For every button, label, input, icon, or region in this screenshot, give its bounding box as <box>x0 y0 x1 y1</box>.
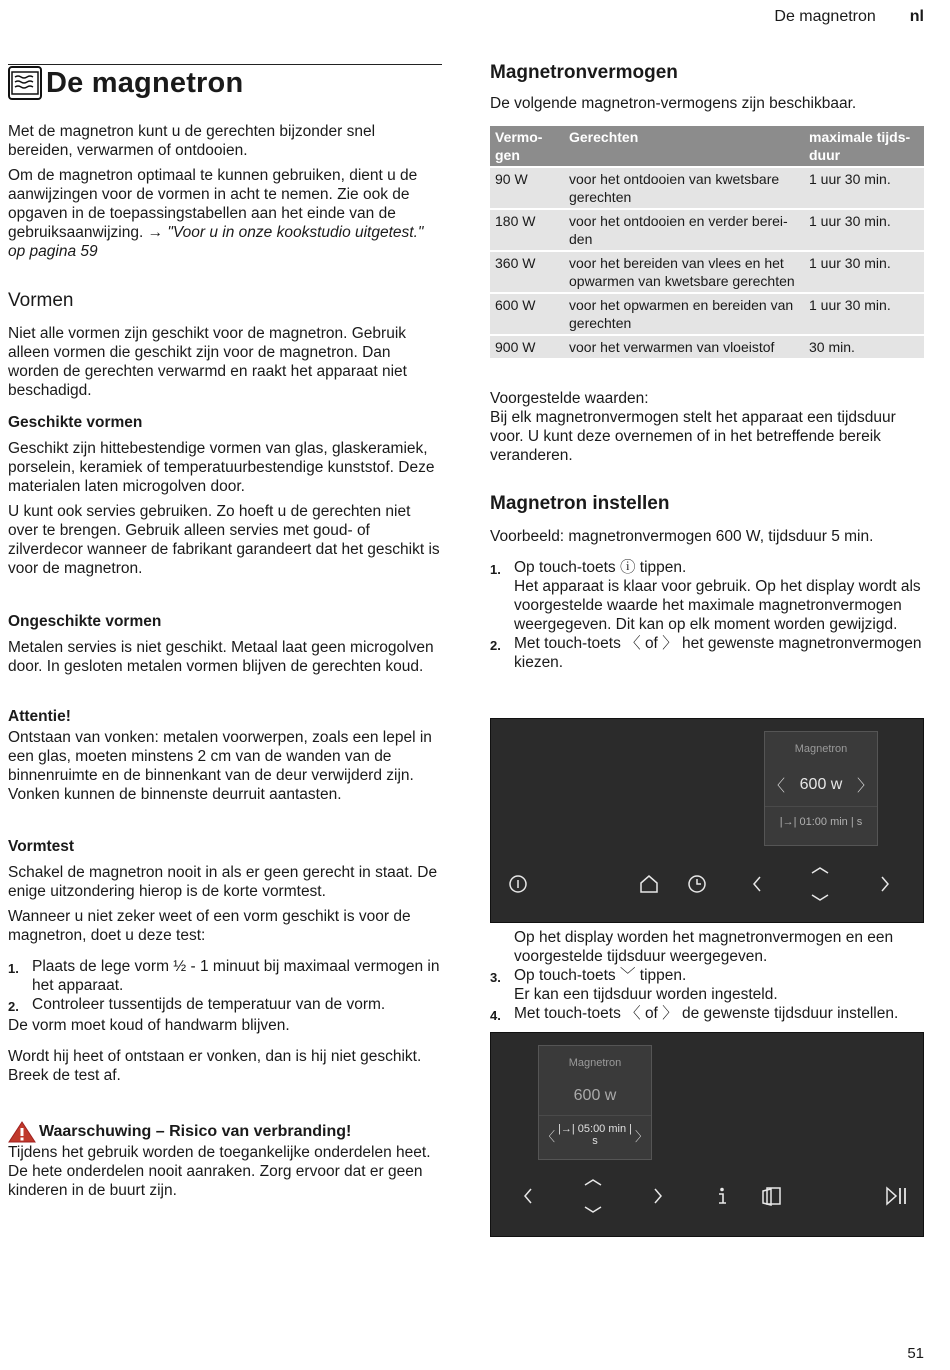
vormtest-steps <box>8 957 442 1016</box>
vermogen-section <box>490 62 926 113</box>
intro-paragraph-2-text: Om de magnetron optimaal te kunnen gebruiken, dient u de aanwijzingen voor de vormen in acht te nemen. Zie ook de opgaven in de toepassingstabellen aan het einde van de gebruiksaanwijzing. <box>8 167 418 241</box>
chevron-up-down-icon[interactable] <box>582 1177 604 1215</box>
instellen-steps-a <box>490 558 926 672</box>
control-panel-1 <box>490 718 924 923</box>
start-pause-icon[interactable] <box>885 1186 909 1206</box>
steps-result: De vorm moet koud of handwarm blijven. <box>8 1017 290 1034</box>
table-row <box>490 251 924 293</box>
cell-power: 600 W <box>490 293 564 335</box>
ongeschikt-section <box>8 613 442 676</box>
cell-duration: 1 uur 30 min. <box>804 167 924 209</box>
vormtest-paragraph-1: Schakel de magnetron nooit in als er geen gerecht in staat. De enige uitzondering hierop is de korte vormtest. <box>8 864 438 900</box>
ongeschikt-paragraph: Metalen servies is niet geschikt. Metaal laat geen microgolven door. In gesloten metalen vormen blijven de gerechten koud. <box>8 639 434 675</box>
page-title-block <box>8 66 243 100</box>
display-2 <box>538 1045 652 1160</box>
table-row <box>490 209 924 251</box>
cell-dishes: voor het opwarmen en bereiden van gerechten <box>564 293 804 335</box>
vormtest-paragraph-3: Wordt hij heet of ontstaan er vonken, dan is hij niet geschikt. <box>8 1048 422 1065</box>
power-value: 600 w <box>573 1087 617 1104</box>
vormtest-paragraph-2: Wanneer u niet zeker weet of een vorm geschikt is voor de magnetron, doet u deze test: <box>8 908 411 944</box>
vormen-heading: Vormen <box>8 290 74 311</box>
info-power-button-icon[interactable] <box>508 874 528 894</box>
door-icon[interactable] <box>761 1186 783 1206</box>
vermogen-heading: Magnetronvermogen <box>490 62 678 83</box>
intro-section <box>8 122 442 261</box>
instellen-heading: Magnetron instellen <box>490 493 670 514</box>
chevron-up-down-icon[interactable] <box>809 865 831 903</box>
warning-paragraph: Tijdens het gebruik worden de toegankelijke onderdelen heet. De hete onderdelen nooit aanraken. Zorg ervoor dat er geen kinderen in de buurt zijn. <box>8 1144 431 1199</box>
chevron-left-icon[interactable] <box>751 874 763 894</box>
cell-duration: 1 uur 30 min. <box>804 209 924 251</box>
header-section: De magnetron <box>774 8 876 25</box>
instellen-steps-b <box>490 928 926 1025</box>
list-item <box>8 957 442 995</box>
instellen-example: Voorbeeld: magnetronvermogen 600 W, tijdsduur 5 min. <box>490 528 874 545</box>
vormtest-paragraph-4: Breek de test af. <box>8 1067 121 1084</box>
intro-paragraph-1: Met de magnetron kunt u de gerechten bijzonder snel bereiden, verwarmen of ontdooien. <box>8 123 376 159</box>
vormen-section <box>8 290 442 400</box>
cell-power: 90 W <box>490 167 564 209</box>
suggested-paragraph: Bij elk magnetronvermogen stelt het apparaat een tijdsduur voor. U kunt deze overnemen of in het betreffende bereik veranderen. <box>490 409 896 464</box>
step-number: 4. <box>490 1008 501 1023</box>
display-title: Magnetron <box>794 743 848 755</box>
list-item <box>8 995 442 1016</box>
cell-duration: 1 uur 30 min. <box>804 293 924 335</box>
cell-duration: 1 uur 30 min. <box>804 251 924 293</box>
step-body <box>514 558 926 634</box>
list-item <box>490 966 926 1004</box>
vermogen-intro: De volgende magnetron-vermogens zijn beschikbaar. <box>490 95 857 112</box>
table-header-row <box>490 126 924 167</box>
step-number: 2. <box>490 638 501 653</box>
header-language: nl <box>909 8 924 25</box>
geschikt-heading: Geschikte vormen <box>8 414 143 431</box>
running-header <box>774 8 924 26</box>
list-item <box>490 558 926 634</box>
microwave-icon <box>8 66 42 100</box>
chevron-right-icon: 〉 <box>856 778 873 795</box>
page-title: De magnetron <box>46 66 244 99</box>
step-subtext: Het apparaat is klaar voor gebruik. Op het display wordt als voorgestelde waarde het maximale magnetronvermogen weergegeven. Dit kan op elk moment worden gewijzigd. <box>514 578 921 633</box>
cell-power: 180 W <box>490 209 564 251</box>
list-item <box>490 634 926 672</box>
step-text: Op touch-toets ﹀ tippen. <box>514 967 687 984</box>
step-number: 1. <box>8 961 19 976</box>
display-1 <box>764 731 878 846</box>
instellen-steps-list-b <box>490 966 926 1025</box>
page-number: 51 <box>907 1345 924 1362</box>
display-value-row <box>765 773 877 796</box>
column-header-power: Vermo- gen <box>490 126 564 167</box>
table-row <box>490 335 924 358</box>
chevron-left-icon: 〈 <box>769 778 786 795</box>
step-text: Plaats de lege vorm ½ - 1 minuut bij maximaal vermogen in het apparaat. <box>32 958 440 994</box>
display-title: Magnetron <box>568 1057 622 1069</box>
vormtest-section <box>8 838 442 1085</box>
vormen-paragraph: Niet alle vormen zijn geschikt voor de magnetron. Gebruik alleen vormen die geschikt zijn voor de magnetron. Dan worden de gerechten verwarmd en raakt het apparaat niet beschadigd. <box>8 325 407 399</box>
step-text: Controleer tussentijds de temperatuur van de vorm. <box>32 996 386 1013</box>
step-text: Op touch-toets ⓘ tippen. <box>514 559 687 576</box>
attentie-heading: Attentie! <box>8 708 71 725</box>
warning-triangle-icon <box>8 1121 36 1143</box>
power-value: 600 w <box>799 775 843 793</box>
after-panel-1-text: Op het display worden het magnetronvermogen en een voorgestelde tijdsduur weergegeven. <box>514 929 894 965</box>
step-number: 3. <box>490 970 501 985</box>
chevron-left-icon: 〈 <box>542 1128 556 1144</box>
cell-power: 360 W <box>490 251 564 293</box>
cell-dishes: voor het verwarmen van vloeistof <box>564 335 804 358</box>
step-number: 2. <box>8 999 19 1014</box>
step-subtext: Er kan een tijdsduur worden ingesteld. <box>514 986 778 1003</box>
control-panel-2 <box>490 1032 924 1237</box>
step-text: Met touch-toets 〈 of 〉 de gewenste tijdsduur instellen. <box>514 1005 899 1022</box>
warning-title <box>8 1121 442 1143</box>
info-icon[interactable] <box>715 1186 729 1206</box>
chevron-right-icon: 〉 <box>634 1128 648 1144</box>
cell-duration: 30 min. <box>804 335 924 358</box>
chevron-right-icon[interactable] <box>652 1186 664 1206</box>
column-header-max-duration: maximale tijds- duur <box>804 126 924 167</box>
table-row <box>490 167 924 209</box>
suggested-heading: Voorgestelde waarden: <box>490 390 649 407</box>
step-number: 1. <box>490 562 501 577</box>
intro-paragraph-2 <box>8 166 442 261</box>
power-table <box>490 126 924 358</box>
chevron-right-icon[interactable] <box>879 874 891 894</box>
duration-value: |→| 01:00 min | s <box>779 816 863 828</box>
clock-icon[interactable] <box>687 874 707 894</box>
chevron-left-icon[interactable] <box>522 1186 534 1206</box>
cell-power: 900 W <box>490 335 564 358</box>
suggested-values-section <box>490 389 926 465</box>
column-header-dishes: Gerechten <box>564 126 804 167</box>
duration-value: |→| 05:00 min | s <box>558 1123 632 1147</box>
cell-dishes: voor het ontdooien en verder berei- den <box>564 209 804 251</box>
attentie-section <box>8 708 442 804</box>
vormtest-heading: Vormtest <box>8 838 75 855</box>
warning-section <box>8 1121 442 1200</box>
cell-dishes: voor het ontdooien van kwetsbare gerechten <box>564 167 804 209</box>
warning-heading: Waarschuwing – Risico van verbranding! <box>39 1123 352 1140</box>
cross-reference-link[interactable]: → "Voor u in onze kookstudio uitgetest." op pagina 59 <box>8 224 424 260</box>
title-rule <box>8 64 442 65</box>
home-icon[interactable] <box>639 874 659 894</box>
ongeschikt-heading: Ongeschikte vormen <box>8 613 162 630</box>
power-table-wrapper <box>490 126 924 358</box>
attentie-paragraph: Ontstaan van vonken: metalen voorwerpen, zoals een lepel in een glas, moeten minstens 2 cm van de wanden van de binnenruimte en de binnenkant van de deur verwijderd zijn. Vonken kunnen de binnenste deurruit aantasten. <box>8 729 432 803</box>
geschikt-paragraph-1: Geschikt zijn hittebestendige vormen van glas, glaskeramiek, porselein, keramiek of temperatuurbestendige kunststof. Deze materialen laten microgolven door. <box>8 440 435 495</box>
cell-dishes: voor het bereiden van vlees en het opwarmen van kwetsbare gerechten <box>564 251 804 293</box>
list-item <box>490 1004 926 1025</box>
step-text: Met touch-toets 〈 of 〉 het gewenste magnetronvermogen kiezen. <box>514 635 922 671</box>
step-body <box>514 966 778 1004</box>
duration-row <box>539 1123 651 1147</box>
table-row <box>490 293 924 335</box>
instellen-section <box>490 493 926 672</box>
geschikt-paragraph-2: U kunt ook servies gebruiken. Zo hoeft u de gerechten niet over te brengen. Gebruik alleen servies met goud- of zilverdecor wanneer de fabrikant garandeert dat het geschikt is voor de magnetron. <box>8 503 440 577</box>
geschikt-section <box>8 414 442 578</box>
